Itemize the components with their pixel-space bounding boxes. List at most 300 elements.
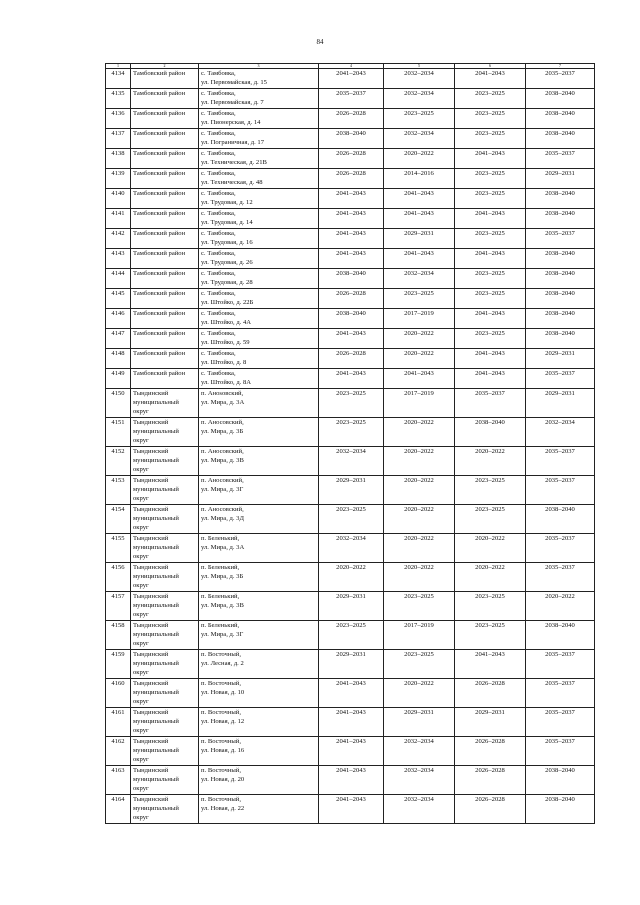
address-line: с. Тамбовка,	[201, 310, 236, 317]
period-col-4: 2032–2034	[319, 447, 384, 476]
period-col-6: 2041–2043	[455, 149, 526, 169]
period-col-5: 2023–2025	[384, 650, 455, 679]
period-col-7: 2035–2037	[526, 476, 595, 505]
address-line: ул. Мира, д. 3В	[201, 457, 244, 464]
address-line: п. Беленький,	[201, 622, 240, 629]
period-col-6: 2041–2043	[455, 69, 526, 89]
period-col-7: 2038–2040	[526, 189, 595, 209]
period-col-7: 2035–2037	[526, 369, 595, 389]
address-line: ул. Первомайская, д. 7	[201, 99, 264, 106]
period-col-5: 2017–2019	[384, 621, 455, 650]
district-line: Тамбовский район	[133, 130, 186, 137]
district-cell	[131, 229, 199, 249]
district-line: муниципальный	[133, 602, 179, 609]
district-line: Тамбовский район	[133, 310, 186, 317]
address-line: п. Восточный,	[201, 680, 241, 687]
district-line: округ	[133, 785, 149, 792]
period-col-5: 2032–2034	[384, 69, 455, 89]
row-number: 4153	[106, 476, 131, 505]
period-col-4: 2041–2043	[319, 369, 384, 389]
period-col-6: 2023–2025	[455, 229, 526, 249]
housing-register-table	[105, 63, 595, 824]
address-line: с. Тамбовка,	[201, 110, 236, 117]
district-line: муниципальный	[133, 573, 179, 580]
district-cell	[131, 209, 199, 229]
address-line: с. Тамбовка,	[201, 130, 236, 137]
period-col-4: 2041–2043	[319, 795, 384, 824]
period-col-5: 2032–2034	[384, 129, 455, 149]
col-number-1: 1	[106, 64, 131, 69]
address-line: п. Восточный,	[201, 651, 241, 658]
district-cell	[131, 592, 199, 621]
address-line: ул. Техническая, д. 21В	[201, 159, 267, 166]
address-line: п. Анosовский,	[201, 390, 244, 397]
period-col-4: 2032–2034	[319, 534, 384, 563]
row-number: 4138	[106, 149, 131, 169]
period-col-7: 2038–2040	[526, 109, 595, 129]
address-line: ул. Пограничная, д. 17	[201, 139, 264, 146]
district-line: Тындинский	[133, 796, 169, 803]
district-cell	[131, 329, 199, 349]
row-number: 4144	[106, 269, 131, 289]
page-number: 84	[316, 38, 324, 46]
period-col-7: 2035–2037	[526, 447, 595, 476]
district-cell	[131, 534, 199, 563]
district-line: Тындинский	[133, 448, 169, 455]
period-col-4: 2038–2040	[319, 309, 384, 329]
period-col-7: 2038–2040	[526, 309, 595, 329]
address-line: ул. Новая, д. 22	[201, 805, 245, 812]
address-line: п. Беленький,	[201, 535, 240, 542]
address-cell	[199, 476, 319, 505]
district-cell	[131, 795, 199, 824]
period-col-6: 2041–2043	[455, 209, 526, 229]
district-line: округ	[133, 524, 149, 531]
period-col-4: 2041–2043	[319, 329, 384, 349]
address-cell	[199, 229, 319, 249]
district-line: муниципальный	[133, 428, 179, 435]
table-row	[106, 708, 595, 737]
table-row	[106, 149, 595, 169]
period-col-5: 2020–2022	[384, 447, 455, 476]
period-col-4: 2035–2037	[319, 89, 384, 109]
district-line: округ	[133, 756, 149, 763]
row-number: 4140	[106, 189, 131, 209]
row-number: 4149	[106, 369, 131, 389]
row-number: 4145	[106, 289, 131, 309]
district-cell	[131, 149, 199, 169]
table-row	[106, 563, 595, 592]
table-row	[106, 679, 595, 708]
address-cell	[199, 418, 319, 447]
district-line: Тамбовский район	[133, 210, 186, 217]
row-number: 4157	[106, 592, 131, 621]
district-line: Тамбовский район	[133, 270, 186, 277]
period-col-7: 2029–2031	[526, 169, 595, 189]
period-col-5: 2020–2022	[384, 418, 455, 447]
address-line: п. Беленький,	[201, 564, 240, 571]
district-line: округ	[133, 553, 149, 560]
period-col-7: 2020–2022	[526, 592, 595, 621]
district-cell	[131, 289, 199, 309]
table-row	[106, 289, 595, 309]
period-col-5: 2020–2022	[384, 534, 455, 563]
period-col-4: 2041–2043	[319, 189, 384, 209]
period-col-4: 2026–2028	[319, 149, 384, 169]
period-col-6: 2041–2043	[455, 249, 526, 269]
district-line: муниципальный	[133, 544, 179, 551]
district-line: округ	[133, 698, 149, 705]
address-line: п. Беленький,	[201, 593, 240, 600]
period-col-5: 2029–2031	[384, 229, 455, 249]
period-col-5: 2032–2034	[384, 766, 455, 795]
period-col-5: 2041–2043	[384, 189, 455, 209]
period-col-7: 2038–2040	[526, 289, 595, 309]
period-col-4: 2041–2043	[319, 249, 384, 269]
district-line: муниципальный	[133, 486, 179, 493]
district-line: Тындинский	[133, 535, 169, 542]
address-cell	[199, 149, 319, 169]
address-line: с. Тамбовка,	[201, 330, 236, 337]
address-line: с. Тамбовка,	[201, 210, 236, 217]
district-cell	[131, 109, 199, 129]
address-line: ул. Мира, д. 3В	[201, 602, 244, 609]
district-cell	[131, 447, 199, 476]
district-cell	[131, 389, 199, 418]
district-line: Тындинский	[133, 767, 169, 774]
period-col-5: 2020–2022	[384, 329, 455, 349]
period-col-7: 2035–2037	[526, 149, 595, 169]
period-col-4: 2041–2043	[319, 69, 384, 89]
address-line: с. Тамбовка,	[201, 70, 236, 77]
address-line: ул. Лесная, д. 2	[201, 660, 244, 667]
district-cell	[131, 418, 199, 447]
row-number: 4161	[106, 708, 131, 737]
table-row	[106, 249, 595, 269]
period-col-4: 2020–2022	[319, 563, 384, 592]
district-line: округ	[133, 466, 149, 473]
district-cell	[131, 89, 199, 109]
table-row	[106, 447, 595, 476]
period-col-6: 2041–2043	[455, 369, 526, 389]
period-col-6: 2026–2028	[455, 795, 526, 824]
period-col-6: 2041–2043	[455, 349, 526, 369]
period-col-4: 2038–2040	[319, 129, 384, 149]
district-line: округ	[133, 408, 149, 415]
district-line: Тындинский	[133, 651, 169, 658]
row-number: 4162	[106, 737, 131, 766]
period-col-6: 2038–2040	[455, 418, 526, 447]
address-line: с. Тамбовка,	[201, 370, 236, 377]
address-cell	[199, 650, 319, 679]
address-line: ул. Первомайская, д. 15	[201, 79, 267, 86]
period-col-6: 2029–2031	[455, 708, 526, 737]
row-number: 4164	[106, 795, 131, 824]
col-number-4: 4	[319, 64, 384, 69]
period-col-6: 2035–2037	[455, 389, 526, 418]
period-col-4: 2023–2025	[319, 418, 384, 447]
address-line: ул. Трудовая, д. 12	[201, 199, 253, 206]
period-col-7: 2035–2037	[526, 563, 595, 592]
period-col-5: 2020–2022	[384, 149, 455, 169]
district-line: Тамбовский район	[133, 150, 186, 157]
row-number: 4156	[106, 563, 131, 592]
period-col-6: 2023–2025	[455, 129, 526, 149]
address-line: ул. Штойко, д. 22Б	[201, 299, 254, 306]
period-col-7: 2035–2037	[526, 69, 595, 89]
district-cell	[131, 369, 199, 389]
row-number: 4154	[106, 505, 131, 534]
row-number: 4159	[106, 650, 131, 679]
address-cell	[199, 505, 319, 534]
period-col-5: 2017–2019	[384, 309, 455, 329]
district-line: Тындинский	[133, 390, 169, 397]
period-col-4: 2026–2028	[319, 289, 384, 309]
address-cell	[199, 289, 319, 309]
district-line: округ	[133, 669, 149, 676]
period-col-6: 2023–2025	[455, 289, 526, 309]
address-line: ул. Трудовая, д. 28	[201, 279, 253, 286]
district-line: муниципальный	[133, 457, 179, 464]
period-col-5: 2032–2034	[384, 737, 455, 766]
address-line: ул. Новая, д. 12	[201, 718, 245, 725]
period-col-6: 2026–2028	[455, 766, 526, 795]
period-col-6: 2023–2025	[455, 89, 526, 109]
address-line: с. Тамбовка,	[201, 90, 236, 97]
district-cell	[131, 708, 199, 737]
district-line: Тамбовский район	[133, 350, 186, 357]
district-cell	[131, 621, 199, 650]
row-number: 4163	[106, 766, 131, 795]
address-line: с. Тамбовка,	[201, 150, 236, 157]
period-col-6: 2020–2022	[455, 563, 526, 592]
address-cell	[199, 169, 319, 189]
row-number: 4151	[106, 418, 131, 447]
district-line: муниципальный	[133, 718, 179, 725]
period-col-5: 2014–2016	[384, 169, 455, 189]
period-col-7: 2038–2040	[526, 795, 595, 824]
period-col-6: 2026–2028	[455, 737, 526, 766]
period-col-7: 2038–2040	[526, 621, 595, 650]
address-line: ул. Новая, д. 16	[201, 747, 245, 754]
address-cell	[199, 109, 319, 129]
period-col-7: 2035–2037	[526, 679, 595, 708]
district-cell	[131, 766, 199, 795]
address-line: с. Тамбовка,	[201, 250, 236, 257]
district-line: Тындинский	[133, 593, 169, 600]
period-col-4: 2041–2043	[319, 766, 384, 795]
period-col-6: 2020–2022	[455, 534, 526, 563]
period-col-5: 2020–2022	[384, 505, 455, 534]
address-line: ул. Трудовая, д. 14	[201, 219, 253, 226]
address-cell	[199, 309, 319, 329]
address-cell	[199, 249, 319, 269]
period-col-4: 2041–2043	[319, 209, 384, 229]
address-line: с. Тамбовка,	[201, 230, 236, 237]
district-cell	[131, 189, 199, 209]
district-line: округ	[133, 640, 149, 647]
period-col-6: 2041–2043	[455, 650, 526, 679]
table-row	[106, 389, 595, 418]
col-number-7: 7	[526, 64, 595, 69]
address-line: п. Восточный,	[201, 738, 241, 745]
table-row	[106, 89, 595, 109]
district-line: муниципальный	[133, 399, 179, 406]
address-line: ул. Мира, д. 3Б	[201, 573, 244, 580]
district-line: Тамбовский район	[133, 290, 186, 297]
district-line: Тамбовский район	[133, 70, 186, 77]
table-row	[106, 418, 595, 447]
table-row	[106, 69, 595, 89]
district-line: Тындинский	[133, 419, 169, 426]
period-col-5: 2020–2022	[384, 349, 455, 369]
table-row	[106, 329, 595, 349]
period-col-4: 2041–2043	[319, 708, 384, 737]
district-cell	[131, 269, 199, 289]
district-line: Тындинский	[133, 477, 169, 484]
row-number: 4137	[106, 129, 131, 149]
table-row	[106, 269, 595, 289]
period-col-7: 2038–2040	[526, 329, 595, 349]
address-cell	[199, 737, 319, 766]
period-col-7: 2035–2037	[526, 737, 595, 766]
row-number: 4139	[106, 169, 131, 189]
row-number: 4134	[106, 69, 131, 89]
district-cell	[131, 169, 199, 189]
address-cell	[199, 534, 319, 563]
period-col-4: 2023–2025	[319, 505, 384, 534]
address-line: п. Восточный,	[201, 709, 241, 716]
district-line: муниципальный	[133, 660, 179, 667]
table-row	[106, 534, 595, 563]
address-line: ул. Техническая, д. 48	[201, 179, 263, 186]
address-cell	[199, 189, 319, 209]
period-col-7: 2038–2040	[526, 249, 595, 269]
row-number: 4135	[106, 89, 131, 109]
address-line: ул. Штойко, д. 4А	[201, 319, 252, 326]
period-col-6: 2023–2025	[455, 621, 526, 650]
address-line: п. Аносовский,	[201, 448, 244, 455]
address-cell	[199, 621, 319, 650]
period-col-6: 2026–2028	[455, 679, 526, 708]
period-col-7: 2035–2037	[526, 229, 595, 249]
district-line: округ	[133, 611, 149, 618]
table-row	[106, 766, 595, 795]
address-cell	[199, 766, 319, 795]
period-col-7: 2038–2040	[526, 89, 595, 109]
district-line: Тындинский	[133, 506, 169, 513]
district-line: Тамбовский район	[133, 230, 186, 237]
district-cell	[131, 650, 199, 679]
table-row	[106, 505, 595, 534]
period-col-5: 2041–2043	[384, 249, 455, 269]
period-col-7: 2035–2037	[526, 708, 595, 737]
table-row	[106, 309, 595, 329]
address-line: ул. Штойко, д. 8	[201, 359, 247, 366]
period-col-6: 2041–2043	[455, 309, 526, 329]
table-row	[106, 476, 595, 505]
period-col-5: 2029–2031	[384, 708, 455, 737]
table-row	[106, 369, 595, 389]
district-line: Тындинский	[133, 680, 169, 687]
period-col-4: 2041–2043	[319, 229, 384, 249]
district-cell	[131, 737, 199, 766]
period-col-5: 2032–2034	[384, 795, 455, 824]
period-col-6: 2023–2025	[455, 592, 526, 621]
district-cell	[131, 69, 199, 89]
period-col-7: 2035–2037	[526, 650, 595, 679]
district-line: Тамбовский район	[133, 110, 186, 117]
period-col-4: 2026–2028	[319, 349, 384, 369]
period-col-5: 2023–2025	[384, 592, 455, 621]
period-col-7: 2035–2037	[526, 534, 595, 563]
row-number: 4146	[106, 309, 131, 329]
period-col-4: 2023–2025	[319, 389, 384, 418]
district-line: Тамбовский район	[133, 330, 186, 337]
table-row	[106, 349, 595, 369]
row-number: 4147	[106, 329, 131, 349]
address-cell	[199, 89, 319, 109]
address-line: с. Тамбовка,	[201, 170, 236, 177]
period-col-7: 2029–2031	[526, 349, 595, 369]
district-line: муниципальный	[133, 805, 179, 812]
address-cell	[199, 329, 319, 349]
col-number-6: 6	[455, 64, 526, 69]
table-row	[106, 621, 595, 650]
address-cell	[199, 369, 319, 389]
address-cell	[199, 269, 319, 289]
address-cell	[199, 389, 319, 418]
period-col-6: 2023–2025	[455, 505, 526, 534]
address-cell	[199, 592, 319, 621]
district-line: муниципальный	[133, 747, 179, 754]
district-line: муниципальный	[133, 515, 179, 522]
table-row	[106, 209, 595, 229]
period-col-5: 2023–2025	[384, 109, 455, 129]
period-col-5: 2020–2022	[384, 679, 455, 708]
address-cell	[199, 447, 319, 476]
table-row	[106, 169, 595, 189]
table-row	[106, 795, 595, 824]
period-col-5: 2020–2022	[384, 563, 455, 592]
address-cell	[199, 69, 319, 89]
address-cell	[199, 708, 319, 737]
address-line: ул. Новая, д. 10	[201, 689, 245, 696]
row-number: 4141	[106, 209, 131, 229]
district-line: Тамбовский район	[133, 370, 186, 377]
period-col-4: 2029–2031	[319, 476, 384, 505]
period-col-6: 2020–2022	[455, 447, 526, 476]
period-col-6: 2023–2025	[455, 329, 526, 349]
period-col-4: 2041–2043	[319, 737, 384, 766]
district-line: округ	[133, 814, 149, 821]
col-number-5: 5	[384, 64, 455, 69]
table-row	[106, 229, 595, 249]
row-number: 4160	[106, 679, 131, 708]
period-col-5: 2017–2019	[384, 389, 455, 418]
period-col-5: 2023–2025	[384, 289, 455, 309]
period-col-7: 2038–2040	[526, 129, 595, 149]
address-line: с. Тамбовка,	[201, 190, 236, 197]
district-cell	[131, 679, 199, 708]
address-line: ул. Мира, д. 3А	[201, 399, 245, 406]
period-col-7: 2032–2034	[526, 418, 595, 447]
period-col-6: 2023–2025	[455, 169, 526, 189]
period-col-5: 2032–2034	[384, 89, 455, 109]
period-col-4: 2041–2043	[319, 679, 384, 708]
district-line: Тындинский	[133, 709, 169, 716]
period-col-7: 2038–2040	[526, 269, 595, 289]
